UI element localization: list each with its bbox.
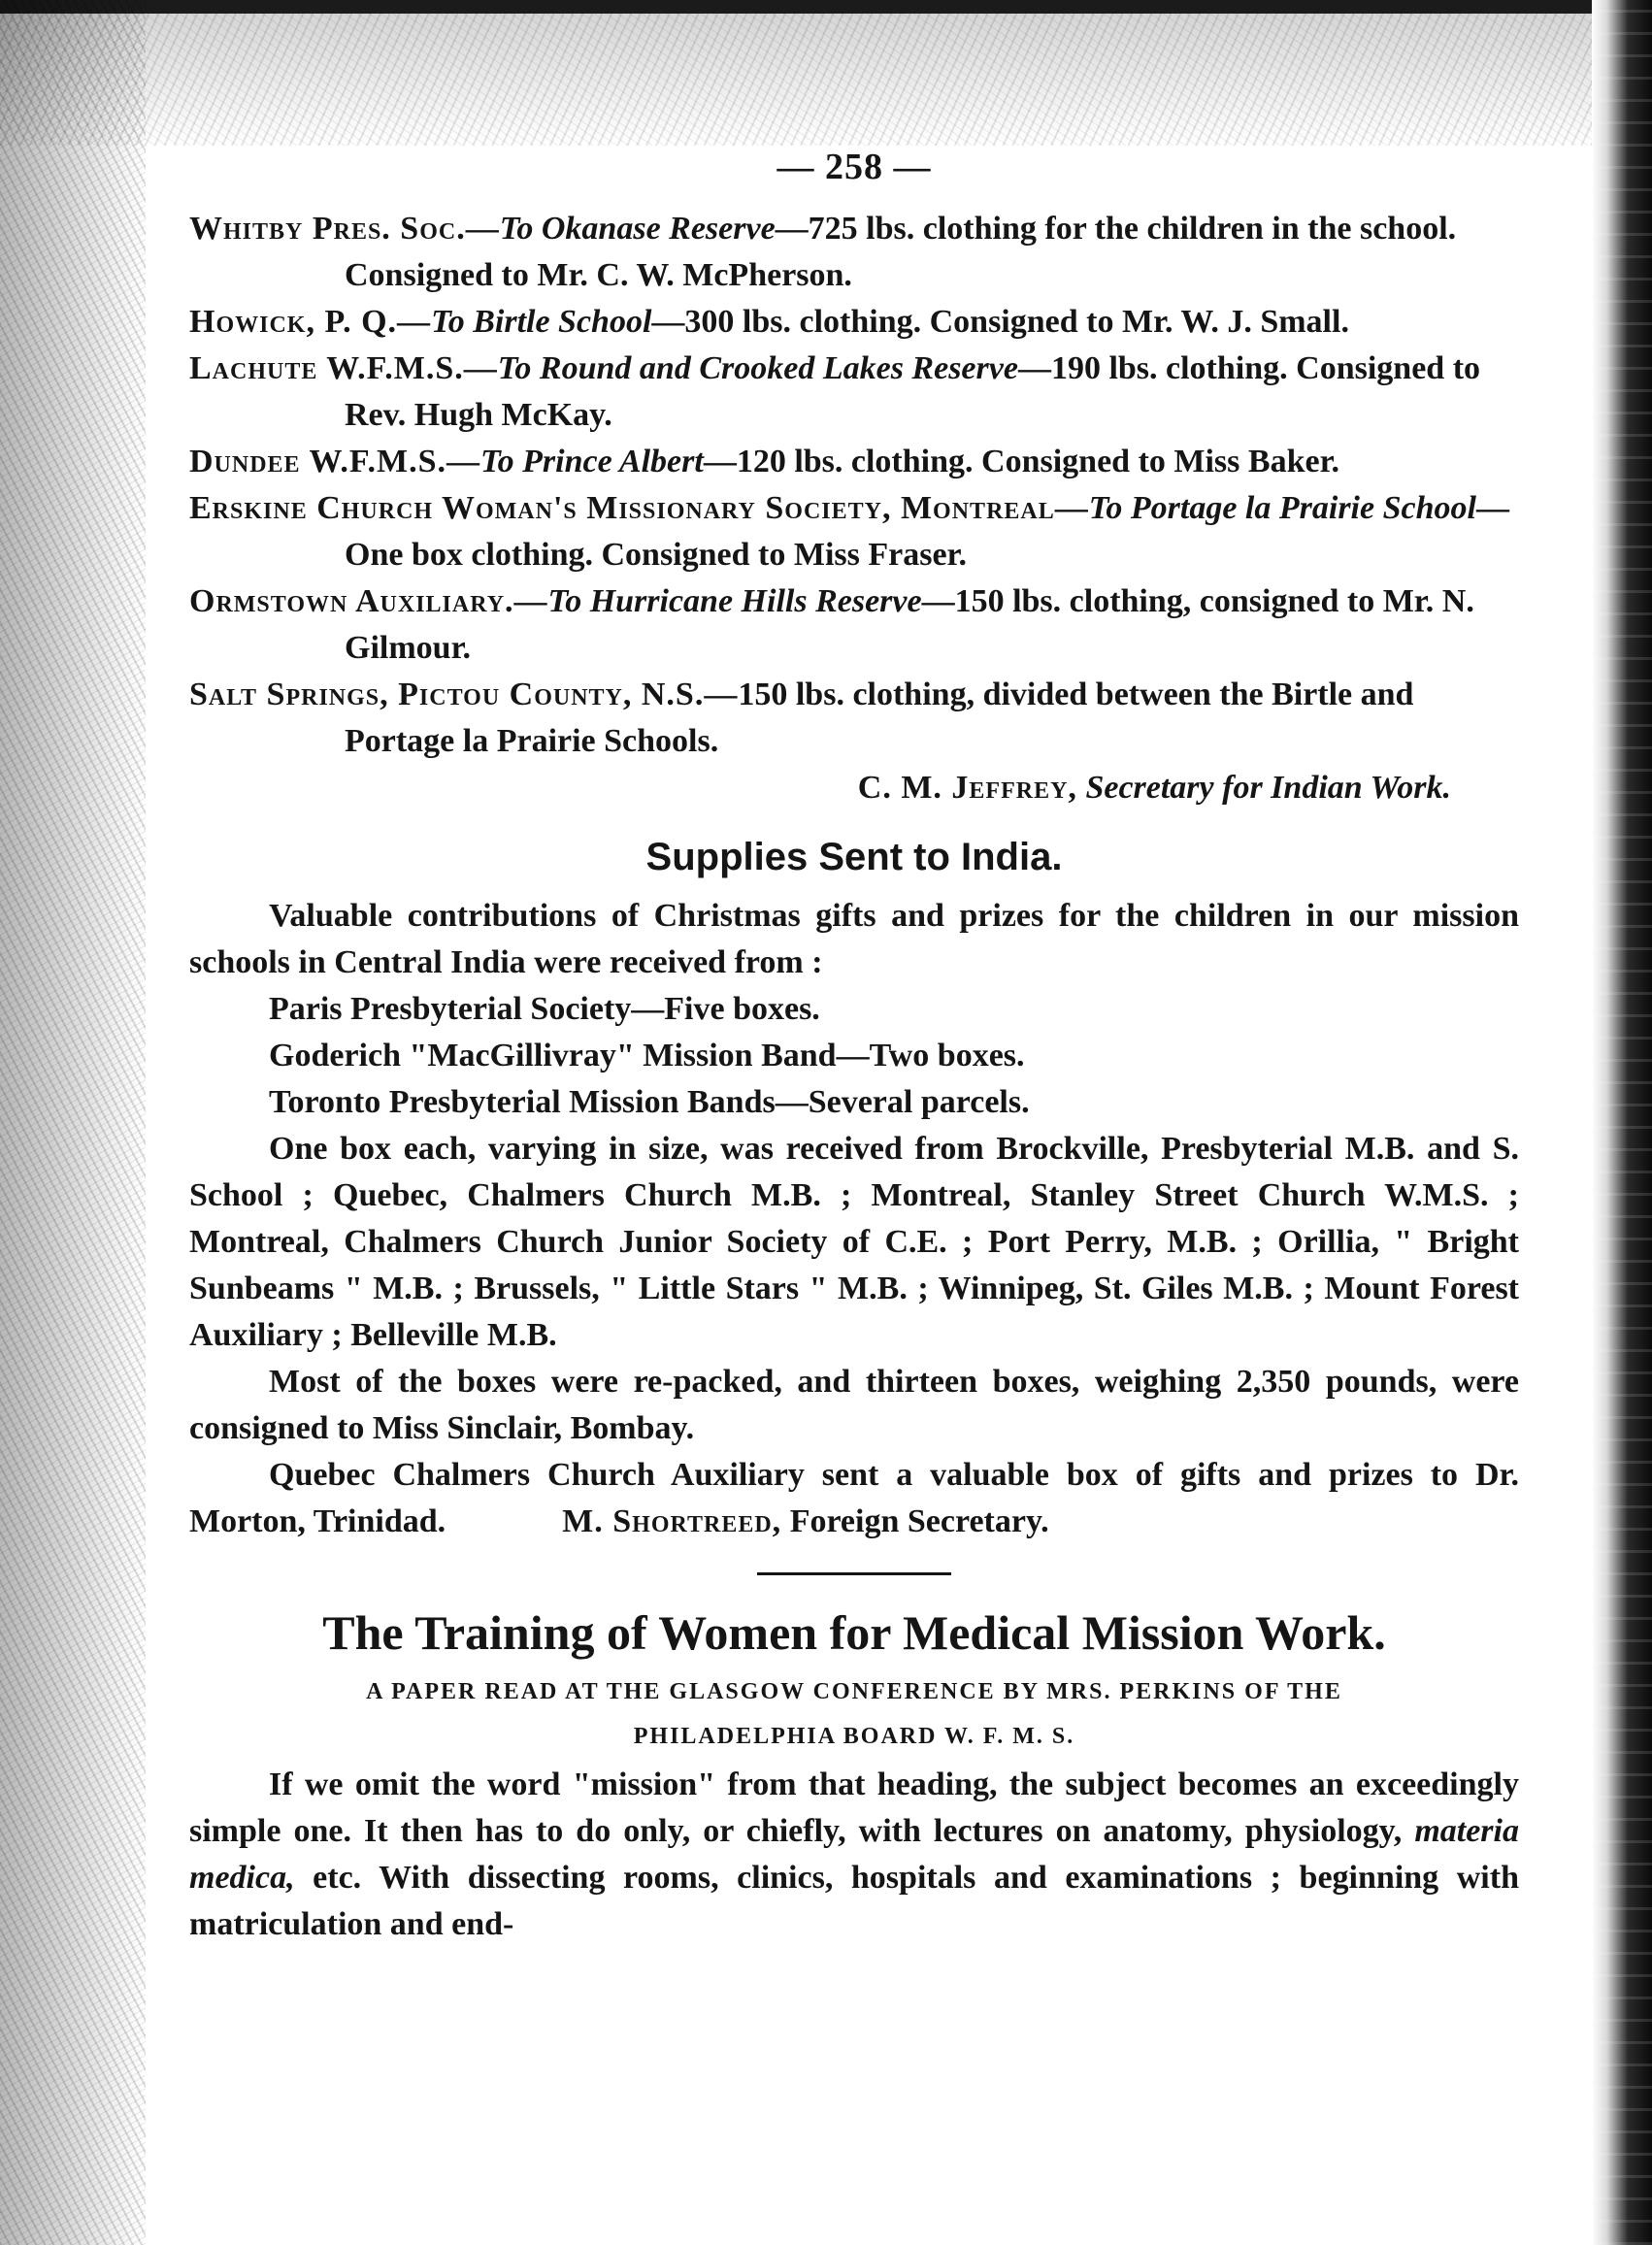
entry-text: —190 lbs. clothing. Consigned to Rev. Hugh McKay. bbox=[345, 350, 1481, 433]
india-list-item: Toronto Presbyterial Mission Bands—Several parcels. bbox=[269, 1084, 1030, 1120]
document-page bbox=[189, 146, 1519, 1948]
entry-whitby bbox=[189, 206, 1519, 299]
entry-destination: To Birtle School bbox=[431, 304, 652, 340]
india-boxes-paragraph: One box each, varying in size, was received from Brockville, Presbyterial M.B. and S. School ; Quebec, Chalmers Church M.B. ; Montreal, Stanley Street Church W.M.S. ; Montreal, Chalmers Church Junior Society of C.E. ; Port Perry, M.B. ; Orillia, " Bright Sunbeams " M.B. ; Brussels, " Little Stars " M.B. ; Winnipeg, St. Giles M.B. ; Mount Forest Auxiliary ; Belleville M.B. bbox=[189, 1131, 1519, 1353]
scan-right-speckle bbox=[1594, 0, 1652, 2245]
entry-destination: To Hurricane Hills Reserve bbox=[547, 583, 922, 619]
entry-name: Dundee W.F.M.S.— bbox=[189, 444, 480, 479]
signature-name: M. Shortreed, bbox=[562, 1503, 782, 1539]
section-subheading-line2: PHILADELPHIA BOARD W. F. M. S. bbox=[633, 1724, 1075, 1749]
scan-top-shadow bbox=[0, 0, 1652, 146]
medical-text-start: If we omit the word "mission" from that heading, the subject becomes an exceedingly simple one. It then has to do only, or chiefly, with lectures on anatomy, physiology, bbox=[189, 1766, 1519, 1849]
medical-text-italic: materia medica, bbox=[189, 1813, 1519, 1896]
entry-text: —300 lbs. clothing. Consigned to Mr. W. J. Small. bbox=[651, 304, 1349, 340]
india-trinidad-paragraph bbox=[189, 1452, 1519, 1545]
page-number: — 258 — bbox=[776, 147, 932, 187]
entry-lachute bbox=[189, 346, 1519, 439]
signature-foreign-secretary bbox=[562, 1503, 1048, 1539]
entry-name: Whitby Pres. Soc.— bbox=[189, 211, 500, 247]
entry-destination: To Prince Albert bbox=[479, 444, 704, 479]
india-list-item: Goderich "MacGillivray" Mission Band—Two boxes. bbox=[269, 1038, 1025, 1073]
medical-paragraph bbox=[189, 1762, 1519, 1948]
entry-destination: To Okanase Reserve bbox=[499, 211, 776, 247]
section-divider bbox=[757, 1572, 951, 1575]
entry-text: —One box clothing. Consigned to Miss Fraser. bbox=[345, 490, 1509, 573]
signature-indian-work bbox=[189, 765, 1519, 811]
entry-name: Erskine Church Woman's Missionary Society, Montreal— bbox=[189, 490, 1089, 526]
section-heading-medical: The Training of Women for Medical Mission Work. bbox=[322, 1605, 1386, 1660]
section-subheading-line1: A PAPER READ AT THE GLASGOW CONFERENCE BY MRS. PERKINS OF THE bbox=[366, 1679, 1342, 1704]
entry-text: —150 lbs. clothing, consigned to Mr. N. Gilmour. bbox=[345, 583, 1474, 666]
signature-title: Foreign Secretary. bbox=[789, 1503, 1049, 1539]
trinidad-text: Quebec Chalmers Church Auxiliary sent a valuable box of gifts and prizes to Dr. Morton, Trinidad. bbox=[189, 1457, 1519, 1539]
section-heading-india: Supplies Sent to India. bbox=[645, 836, 1063, 878]
scan-left-shadow bbox=[0, 0, 146, 2245]
scan-top-edge bbox=[0, 0, 1652, 14]
entry-name: Lachute W.F.M.S.— bbox=[189, 350, 498, 386]
india-repacked-paragraph: Most of the boxes were re-packed, and thirteen boxes, weighing 2,350 pounds, were consigned to Miss Sinclair, Bombay. bbox=[189, 1364, 1519, 1446]
entry-dundee bbox=[189, 439, 1519, 485]
entry-text: —120 lbs. clothing. Consigned to Miss Baker. bbox=[703, 444, 1340, 479]
signature-title: Secretary for Indian Work. bbox=[1085, 770, 1451, 806]
entry-name: Ormstown Auxiliary.— bbox=[189, 583, 548, 619]
medical-text-end: etc. With dissecting rooms, clinics, hospitals and examinations ; beginning with matriculation and end- bbox=[189, 1860, 1519, 1942]
india-intro-paragraph: Valuable contributions of Christmas gifts and prizes for the children in our mission schools in Central India were received from : bbox=[189, 898, 1519, 980]
entry-text: 150 lbs. clothing, divided between the Birtle and Portage la Prairie Schools. bbox=[345, 677, 1414, 759]
entry-destination: To Portage la Prairie School bbox=[1088, 490, 1476, 526]
entry-name: Howick, P. Q.— bbox=[189, 304, 432, 340]
signature-name: C. M. Jeffrey, bbox=[857, 770, 1077, 806]
entry-salt-springs bbox=[189, 672, 1519, 765]
india-list-item: Paris Presbyterial Society—Five boxes. bbox=[269, 991, 820, 1027]
clothing-entries bbox=[189, 206, 1519, 765]
entry-erskine bbox=[189, 485, 1519, 578]
entry-text: —725 lbs. clothing for the children in the school. Consigned to Mr. C. W. McPherson. bbox=[345, 211, 1457, 293]
entry-destination: To Round and Crooked Lakes Reserve bbox=[497, 350, 1018, 386]
entry-howick bbox=[189, 299, 1519, 346]
entry-ormstown bbox=[189, 578, 1519, 672]
entry-name: Salt Springs, Pictou County, N.S.— bbox=[189, 677, 739, 712]
